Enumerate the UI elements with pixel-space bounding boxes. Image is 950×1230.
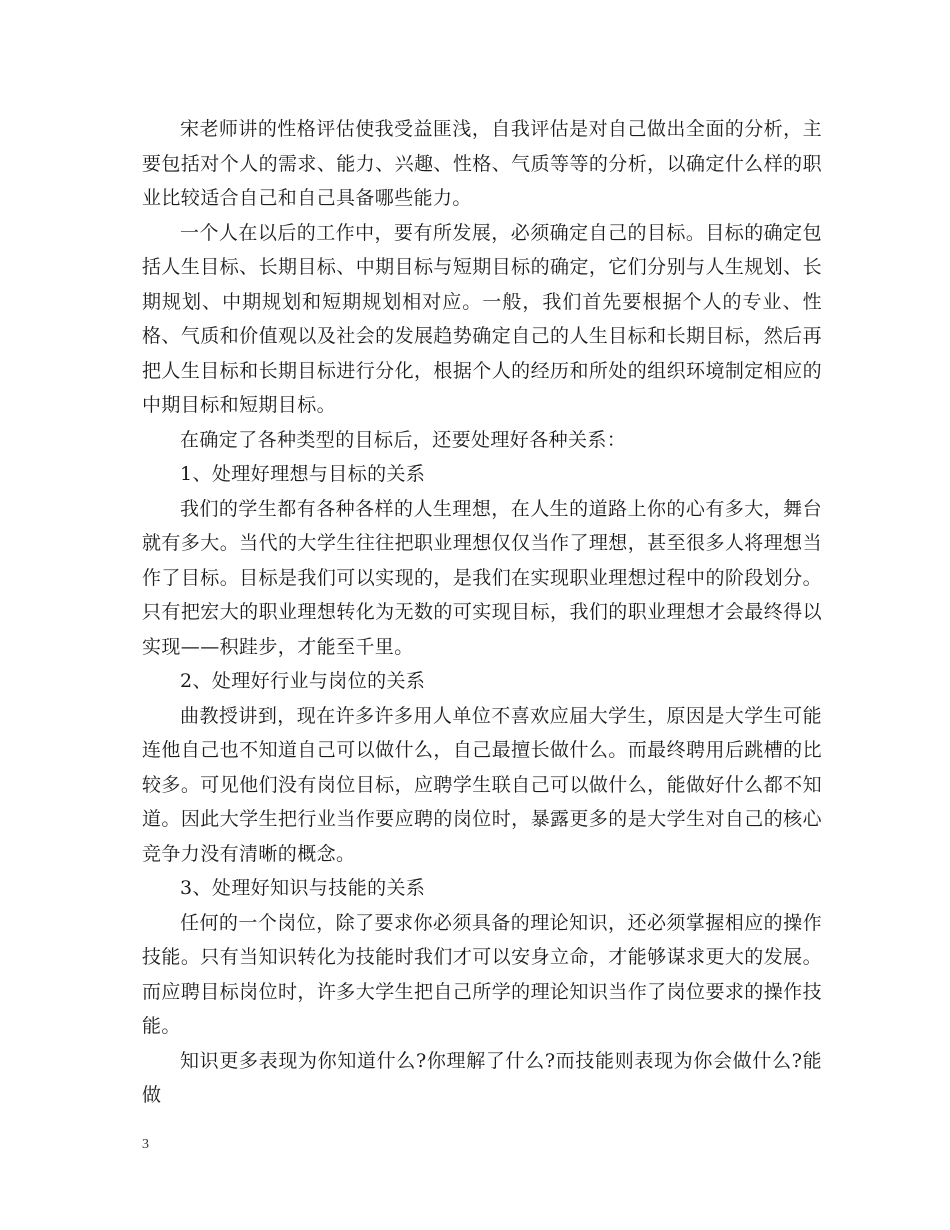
- paragraph-goal-setting: 一个人在以后的工作中，要有所发展，必须确定自己的目标。目标的确定包括人生目标、长期目标、中期目标与短期目标的确定，它们分别与人生规划、长期规划、中期规划和短期规划相对应。一般，我们首先要根据个人的专业、性格、气质和价值观以及社会的发展趋势确定自己的人生目标和长期目标，然后再把人生目标和长期目标进行分化，根据个人的经历和所处的组织环境制定相应的中期目标和短期目标。: [142, 221, 822, 416]
- paragraph-knowledge-vs-skill: 任何的一个岗位，除了要求你必须具备的理论知识，还必须掌握相应的操作技能。只有当知识转化为技能时我们才可以安身立命，才能够谋求更大的发展。而应聘目标岗位时，许多大学生把自己所学的理论知识当作了岗位要求的操作技能。: [142, 911, 822, 1037]
- heading-ideal-vs-goal: 1、处理好理想与目标的关系: [180, 463, 426, 485]
- paragraph-ideal-vs-goal: 我们的学生都有各种各样的人生理想，在人生的道路上你的心有多大，舞台就有多大。当代的大学生往往把职业理想仅仅当作了理想，甚至很多人将理想当作了目标。目标是我们可以实现的，是我们在实现职业理想过程中的阶段划分。只有把宏大的职业理想转化为无数的可实现目标，我们的职业理想才会最终得以实现——积跬步，才能至千里。: [142, 497, 822, 658]
- paragraph-industry-vs-position: 曲教授讲到，现在许多许多用人单位不喜欢应届大学生，原因是大学生可能连他自己也不知道自己可以做什么，自己最擅长做什么。而最终聘用后跳槽的比较多。可见他们没有岗位目标，应聘学生联自己可以做什么，能做好什么都不知道。因此大学生把行业当作要应聘的岗位时，暴露更多的是大学生对自己的核心竞争力没有清晰的概念。: [142, 704, 822, 865]
- page-number: 3: [142, 1137, 149, 1152]
- heading-industry-vs-position: 2、处理好行业与岗位的关系: [180, 670, 426, 692]
- paragraph-knowledge-continued: 知识更多表现为你知道什么?你理解了什么?而技能则表现为你会做什么?能做: [142, 1049, 822, 1106]
- paragraph-relationships-intro: 在确定了各种类型的目标后，还要处理好各种关系：: [180, 428, 627, 451]
- heading-knowledge-vs-skill: 3、处理好知识与技能的关系: [180, 877, 426, 899]
- document-body: [142, 112, 822, 1113]
- paragraph-self-assessment: 宋老师讲的性格评估使我受益匪浅，自我评估是对自己做出全面的分析，主要包括对个人的需求、能力、兴趣、性格、气质等等的分析，以确定什么样的职业比较适合自己和自己具备哪些能力。: [142, 118, 822, 209]
